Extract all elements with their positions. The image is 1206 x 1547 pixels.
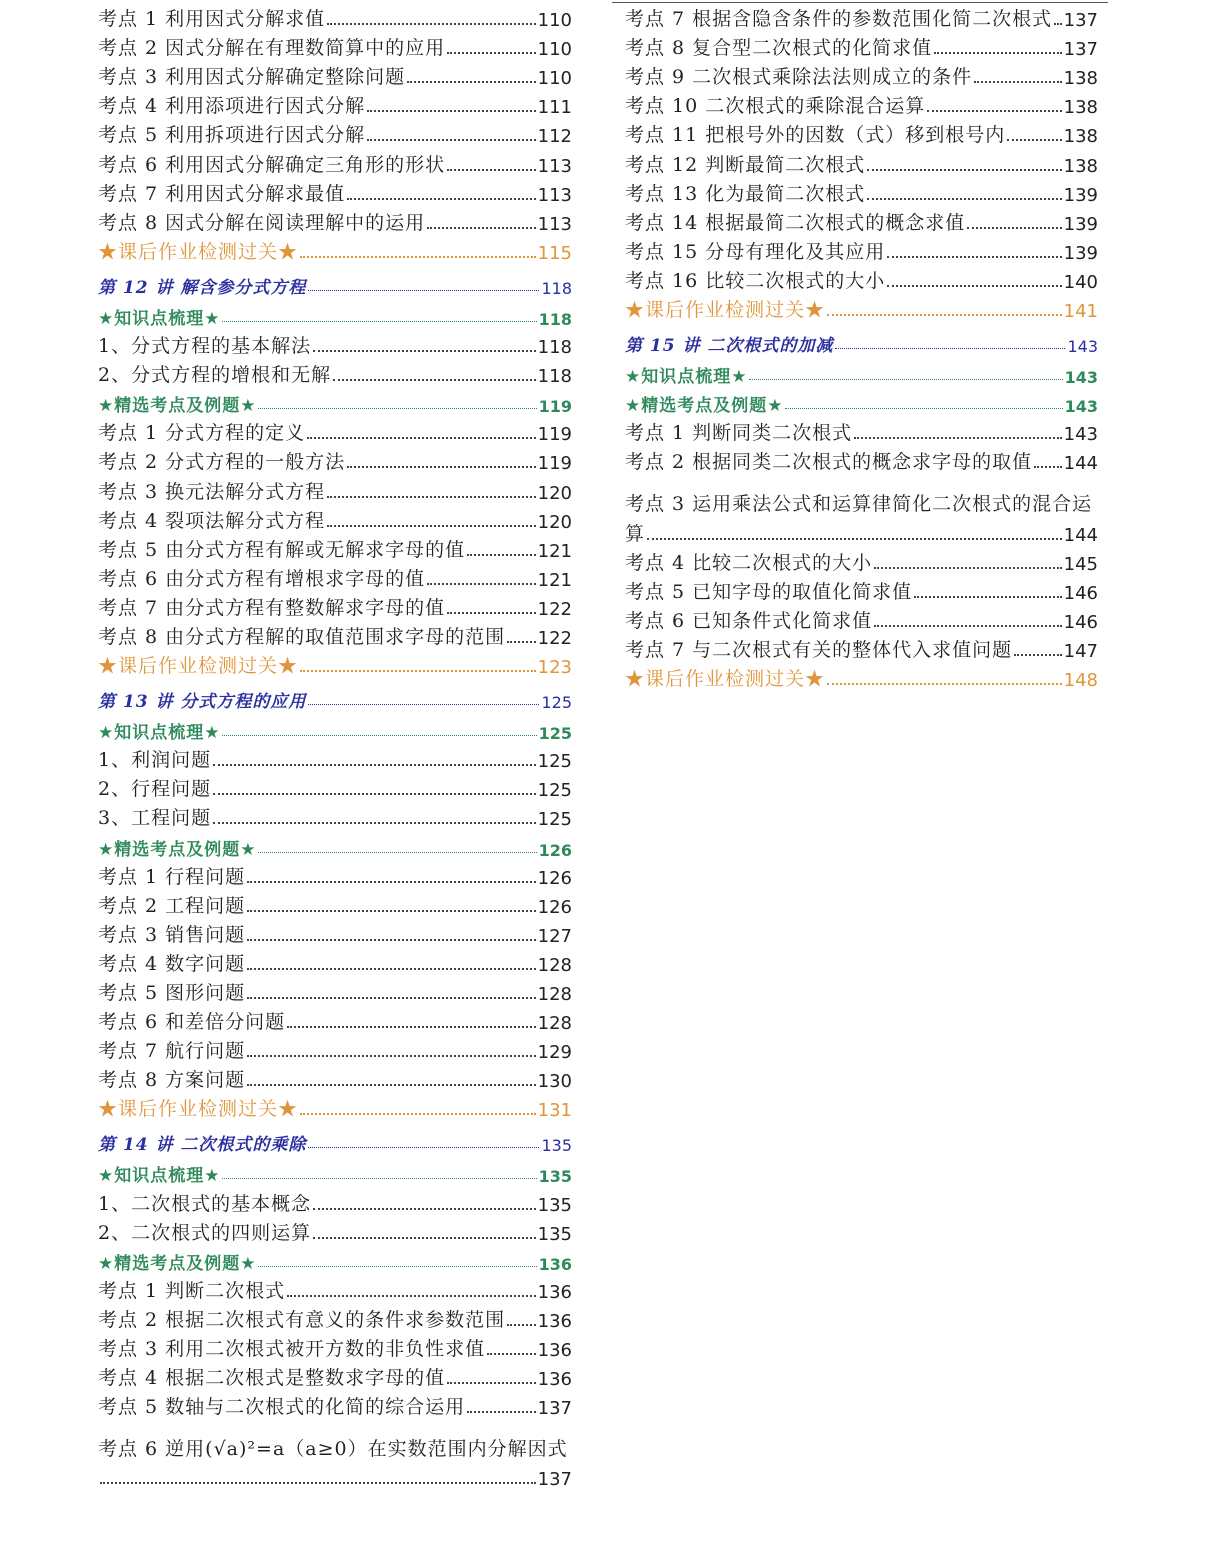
dot-leader [1014, 654, 1061, 656]
toc-entry[interactable] [98, 206, 572, 235]
toc-page-number: 115 [537, 242, 572, 264]
toc-page-number: 112 [537, 126, 572, 148]
toc-page-number: 139 [1063, 184, 1098, 206]
toc-page-number: 135 [537, 1223, 572, 1245]
dot-leader [1007, 139, 1061, 141]
toc-entry-title: 考点 7 根据含隐含条件的参数范围化简二次根式 [625, 8, 1053, 31]
toc-entry-title: 考点 2 因式分解在有理数简算中的应用 [98, 37, 446, 60]
toc-page-number: 147 [1063, 640, 1098, 662]
dot-leader [247, 910, 535, 912]
dot-leader [467, 1411, 535, 1413]
toc-page-number: 121 [537, 540, 572, 562]
toc-page-number: 121 [537, 569, 572, 591]
toc-page-number: 135 [538, 1167, 572, 1187]
toc-page-number: 129 [537, 1042, 572, 1064]
toc-entry[interactable] [625, 546, 1098, 575]
toc-page-number: 137 [537, 1398, 572, 1420]
toc-entry[interactable] [98, 31, 572, 60]
toc-entry-title: ★课后作业检测过关★ [98, 655, 299, 678]
toc-page-number: 143 [1063, 424, 1098, 446]
toc-entry[interactable] [98, 889, 572, 918]
dot-leader [213, 822, 536, 824]
dot-leader [447, 612, 535, 614]
toc-page-number: 128 [537, 1013, 572, 1035]
toc-entry[interactable] [98, 1186, 572, 1215]
toc-entry-title: 考点 2 根据同类二次根式的概念求字母的取值 [625, 451, 1033, 474]
toc-entry[interactable] [98, 947, 572, 976]
dot-leader [300, 256, 536, 258]
toc-entry[interactable] [98, 1034, 572, 1063]
toc-entry-title: 考点 4 裂项法解分式方程 [98, 509, 326, 532]
toc-page-number: 126 [537, 867, 572, 889]
toc-page-number: 136 [537, 1310, 572, 1332]
toc-entry-title: 考点 2 分式方程的一般方法 [98, 451, 346, 474]
toc-page-number: 139 [1063, 242, 1098, 264]
dot-leader [308, 290, 539, 291]
toc-entry-title: 考点 4 利用添项进行因式分解 [98, 95, 366, 118]
toc-entry-title: ★课后作业检测过关★ [98, 240, 299, 263]
toc-page-number: 111 [537, 97, 572, 119]
dot-leader [507, 641, 535, 643]
toc-page-number: 120 [537, 511, 572, 533]
toc-page-number: 120 [537, 482, 572, 504]
toc-entry-title: 考点 8 由分式方程解的取值范围求字母的范围 [98, 625, 506, 648]
toc-page-number: 135 [541, 1136, 572, 1156]
toc-page-number: 110 [537, 39, 572, 61]
toc-entry[interactable] [98, 177, 572, 206]
toc-entry-title: ★知识点梳理★ [98, 723, 221, 744]
dot-leader [247, 881, 535, 883]
dot-leader [835, 348, 1065, 349]
toc-entry-title: 考点 12 判断最简二次根式 [625, 153, 866, 176]
dot-leader [213, 764, 536, 766]
toc-entry[interactable] [625, 604, 1098, 633]
toc-entry-title: 1、分式方程的基本解法 [98, 335, 312, 358]
toc-page-number: 144 [1063, 524, 1098, 546]
dot-leader [647, 538, 1062, 540]
dot-leader [247, 1084, 535, 1086]
toc-entry-title: 考点 5 图形问题 [98, 982, 246, 1004]
toc-entry-title: 考点 6 已知条件式化简求值 [625, 609, 873, 632]
toc-page-number: 122 [537, 627, 572, 649]
toc-lecture-heading[interactable] [98, 264, 572, 300]
toc-page-number: 130 [537, 1071, 572, 1093]
toc-page-number: 123 [537, 657, 572, 679]
toc-page-number: 110 [537, 68, 572, 90]
toc-entry-title: 考点 3 销售问题 [98, 923, 246, 946]
toc-page-number: 143 [1064, 397, 1098, 417]
dot-leader [914, 596, 1061, 598]
dot-leader [427, 227, 535, 229]
toc-entry[interactable] [98, 1390, 572, 1419]
toc-entry-title: ★精选考点及例题★ [98, 839, 257, 860]
toc-section-heading[interactable] [98, 714, 572, 743]
toc-entry[interactable] [625, 416, 1098, 445]
toc-section-heading[interactable] [98, 300, 572, 329]
dot-leader [308, 704, 539, 705]
toc-entry-title: 1、二次根式的基本概念 [98, 1192, 312, 1215]
toc-entry[interactable] [98, 801, 572, 830]
dot-leader [313, 1237, 536, 1239]
toc-entry-title: 考点 5 利用拆项进行因式分解 [98, 124, 366, 147]
toc-entry-title: 考点 1 利用因式分解求值 [98, 8, 326, 31]
toc-entry[interactable] [98, 1332, 572, 1361]
toc-entry-title: 考点 11 把根号外的因数（式）移到根号内 [625, 124, 1006, 147]
dot-leader [427, 583, 535, 585]
toc-entry-title: 第 15 讲 二次根式的加减 [625, 336, 834, 357]
toc-entry[interactable] [98, 1063, 572, 1092]
toc-section-heading[interactable] [98, 387, 572, 416]
toc-entry[interactable] [98, 918, 572, 947]
toc-page-number: 110 [537, 10, 572, 32]
toc-entry-title: 算 [625, 522, 646, 545]
toc-entry[interactable] [625, 31, 1098, 60]
toc-entry[interactable] [625, 575, 1098, 604]
toc-entry[interactable] [98, 743, 572, 772]
toc-entry[interactable] [625, 89, 1098, 118]
dot-leader [258, 1266, 536, 1267]
toc-lecture-heading[interactable] [98, 678, 572, 714]
toc-entry-title: 考点 6 和差倍分问题 [98, 1011, 286, 1034]
toc-page-number: 136 [537, 1369, 572, 1391]
toc-page-number: 138 [1063, 68, 1098, 90]
dot-leader [313, 1208, 536, 1210]
dot-leader [887, 256, 1061, 258]
toc-page-number: 122 [537, 598, 572, 620]
toc-entry-title: 考点 6 利用因式分解确定三角形的形状 [98, 153, 446, 176]
dot-leader [447, 1382, 535, 1384]
toc-entry-title: 3、工程问题 [98, 807, 212, 830]
dot-leader [1034, 466, 1061, 468]
toc-entry-title: 考点 5 由分式方程有解或无解求字母的值 [98, 538, 466, 561]
toc-page-number: 136 [537, 1281, 572, 1303]
toc-page-number: 125 [537, 780, 572, 802]
toc-entry-title: ★精选考点及例题★ [625, 396, 784, 417]
toc-entry-title: 考点 4 根据二次根式是整数求字母的值 [98, 1367, 446, 1390]
toc-entry-title: 考点 7 与二次根式有关的整体代入求值问题 [625, 638, 1013, 661]
dot-leader [327, 496, 535, 498]
toc-page-number: 113 [537, 213, 572, 235]
toc-page-number: 137 [537, 1469, 572, 1491]
toc-entry[interactable] [98, 474, 572, 503]
toc-homework-entry[interactable] [625, 662, 1098, 691]
toc-entry-title: 考点 3 换元法解分式方程 [98, 480, 326, 503]
toc-page-number: 126 [537, 896, 572, 918]
toc-entry[interactable] [98, 1216, 572, 1245]
toc-page-number: 118 [537, 366, 572, 388]
toc-entry[interactable] [98, 1274, 572, 1303]
toc-entry[interactable] [98, 147, 572, 176]
dot-leader [487, 1353, 535, 1355]
dot-leader [927, 110, 1061, 112]
dot-leader [287, 1295, 535, 1297]
dot-leader [100, 1482, 536, 1484]
toc-entry-title: 考点 1 判断二次根式 [98, 1279, 286, 1302]
toc-entry-title: ★知识点梳理★ [98, 1166, 221, 1187]
toc-entry-title: 考点 10 二次根式的乘除混合运算 [625, 95, 926, 118]
dot-leader [300, 670, 536, 672]
dot-leader [333, 379, 536, 381]
toc-entry[interactable] [98, 2, 572, 31]
dot-leader [447, 52, 535, 54]
dot-leader [827, 314, 1062, 316]
toc-entry[interactable] [625, 445, 1098, 474]
dot-leader [934, 52, 1061, 54]
dot-leader [213, 793, 536, 795]
toc-page-number: 128 [537, 954, 572, 976]
toc-entry[interactable] [98, 445, 572, 474]
dot-leader [327, 23, 535, 25]
toc-entry-title: 考点 8 复合型二次根式的化简求值 [625, 37, 933, 60]
toc-page-number: 128 [537, 984, 572, 1005]
toc-entry-title: 考点 15 分母有理化及其应用 [625, 240, 886, 263]
toc-page-number: 118 [538, 309, 572, 329]
dot-leader [1054, 23, 1061, 25]
toc-section-heading[interactable] [625, 358, 1098, 387]
dot-leader [367, 139, 535, 141]
toc-page-number: 138 [1063, 126, 1098, 148]
toc-entry-title: 第 12 讲 解含参分式方程 [98, 277, 307, 298]
dot-leader [854, 437, 1061, 439]
toc-page-number: 136 [537, 1340, 572, 1362]
toc-entry[interactable] [625, 474, 1098, 516]
toc-entry-title: 考点 7 利用因式分解求最值 [98, 182, 346, 205]
toc-section-heading[interactable] [98, 830, 572, 859]
toc-entry-title: 2、分式方程的增根和无解 [98, 364, 332, 387]
toc-entry[interactable] [625, 60, 1098, 89]
dot-leader [247, 997, 535, 999]
dot-leader [247, 939, 535, 941]
toc-section-heading[interactable] [98, 1245, 572, 1274]
toc-entry[interactable] [98, 533, 572, 562]
dot-leader [287, 1026, 535, 1028]
dot-leader [827, 683, 1062, 685]
dot-leader [247, 1055, 535, 1057]
dot-leader [867, 169, 1061, 171]
toc-page-number: 118 [537, 337, 572, 359]
toc-entry-title: ★精选考点及例题★ [98, 396, 257, 417]
dot-leader [300, 1113, 536, 1115]
toc-page-number: 143 [1064, 368, 1098, 388]
toc-page-number: 143 [1067, 337, 1098, 357]
toc-page-number: 137 [1063, 10, 1098, 32]
toc-entry[interactable] [98, 1361, 572, 1390]
toc-entry[interactable] [625, 633, 1098, 662]
toc-entry-title: 考点 4 数字问题 [98, 952, 246, 975]
toc-page-number: 138 [1063, 155, 1098, 177]
toc-page-number: 126 [538, 840, 572, 860]
dot-leader [867, 198, 1061, 200]
toc-page-number: 146 [1063, 611, 1098, 633]
toc-entry[interactable] [98, 591, 572, 620]
toc-lecture-heading[interactable] [98, 1121, 572, 1157]
toc-entry[interactable] [625, 147, 1098, 176]
toc-entry-title: 考点 6 逆用(√a)²=a（a≥0）在实数范围内分解因式 [98, 1438, 568, 1461]
toc-entry[interactable] [98, 1005, 572, 1034]
toc-homework-entry[interactable] [98, 649, 572, 678]
toc-page-number: 137 [1063, 39, 1098, 61]
toc-entry-title: 考点 8 因式分解在阅读理解中的运用 [98, 211, 426, 234]
toc-entry-title: 考点 2 工程问题 [98, 894, 246, 917]
toc-page-number: 138 [1063, 97, 1098, 119]
toc-entry[interactable] [98, 329, 572, 358]
dot-leader [313, 350, 536, 352]
toc-entry[interactable] [98, 416, 572, 445]
toc-entry[interactable] [625, 516, 1098, 545]
toc-page-number: 113 [537, 184, 572, 206]
toc-page-number: 148 [1063, 669, 1098, 691]
toc-page-number: 113 [537, 155, 572, 177]
toc-entry[interactable] [98, 358, 572, 387]
toc-entry[interactable] [625, 2, 1098, 31]
toc-entry-title: 考点 3 利用二次根式被开方数的非负性求值 [98, 1338, 486, 1361]
toc-entry[interactable] [98, 1419, 572, 1461]
toc-entry-title: 2、行程问题 [98, 778, 212, 801]
toc-entry-title: 考点 14 根据最简二次根式的概念求值 [625, 211, 966, 234]
toc-homework-entry[interactable] [98, 1092, 572, 1121]
dot-leader [874, 567, 1061, 569]
dot-leader [749, 379, 1062, 380]
dot-leader [222, 735, 536, 736]
toc-entry-title: 第 14 讲 二次根式的乘除 [98, 1135, 307, 1156]
dot-leader [247, 968, 535, 970]
toc-entry-title: 考点 1 行程问题 [98, 865, 246, 888]
dot-leader [887, 285, 1061, 287]
toc-page-number: 141 [1063, 301, 1098, 323]
toc-right-column [625, 2, 1098, 691]
toc-entry-title: 考点 8 方案问题 [98, 1069, 246, 1092]
toc-entry-title: 考点 16 比较二次根式的大小 [625, 269, 886, 292]
toc-entry-title: 考点 4 比较二次根式的大小 [625, 551, 873, 574]
dot-leader [447, 169, 535, 171]
toc-entry[interactable] [98, 89, 572, 118]
toc-page-number: 125 [541, 693, 572, 713]
dot-leader [974, 81, 1061, 83]
toc-entry-title: 考点 6 由分式方程有增根求字母的值 [98, 567, 426, 590]
dot-leader [258, 408, 536, 409]
toc-entry-title: 考点 9 二次根式乘除法法则成立的条件 [625, 66, 973, 89]
toc-entry-title: ★知识点梳理★ [98, 308, 221, 329]
toc-entry-title: ★课后作业检测过关★ [625, 299, 826, 322]
toc-entry[interactable] [98, 860, 572, 889]
toc-page-number: 127 [537, 925, 572, 947]
dot-leader [258, 852, 536, 853]
toc-page-number: 125 [537, 751, 572, 773]
toc-page-number: 125 [538, 724, 572, 744]
dot-leader [307, 437, 535, 439]
toc-page-number: 119 [538, 397, 572, 417]
toc-entry[interactable] [625, 206, 1098, 235]
toc-entry-title: ★课后作业检测过关★ [625, 667, 826, 690]
dot-leader [367, 110, 535, 112]
toc-entry-title: 考点 1 判断同类二次根式 [625, 422, 853, 445]
toc-page-number: 131 [537, 1100, 572, 1122]
toc-entry-title: 考点 5 数轴与二次根式的化简的综合运用 [98, 1396, 466, 1419]
toc-entry[interactable] [625, 235, 1098, 264]
toc-entry-title: 考点 5 已知字母的取值化简求值 [625, 580, 913, 603]
dot-leader [327, 525, 535, 527]
toc-entry-title: 考点 7 航行问题 [98, 1040, 246, 1063]
toc-left-column [98, 2, 572, 1490]
toc-entry[interactable] [98, 1303, 572, 1332]
toc-page-number: 125 [537, 809, 572, 831]
toc-page-number: 135 [537, 1194, 572, 1216]
dot-leader [407, 81, 535, 83]
dot-leader [507, 1324, 535, 1326]
toc-page-number: 146 [1063, 582, 1098, 604]
toc-homework-entry[interactable] [98, 235, 572, 264]
toc-entry-title: 考点 1 分式方程的定义 [98, 422, 306, 445]
toc-entry[interactable] [98, 118, 572, 147]
dot-leader [467, 554, 535, 556]
dot-leader [967, 227, 1061, 229]
toc-entry[interactable] [98, 772, 572, 801]
toc-entry-title: 1、利润问题 [98, 749, 212, 772]
toc-entry[interactable] [98, 60, 572, 89]
dot-leader [347, 198, 535, 200]
dot-leader [874, 625, 1061, 627]
toc-page-number: 140 [1063, 271, 1098, 293]
toc-entry[interactable] [98, 562, 572, 591]
toc-entry-title: 考点 3 运用乘法公式和运算律简化二次根式的混合运 [625, 493, 1093, 516]
toc-entry[interactable] [98, 976, 572, 1005]
toc-page-number: 145 [1063, 553, 1098, 575]
toc-entry-title: ★课后作业检测过关★ [98, 1098, 299, 1121]
toc-entry-title: 2、二次根式的四则运算 [98, 1221, 312, 1244]
toc-section-heading[interactable] [98, 1157, 572, 1186]
toc-entry-title: ★精选考点及例题★ [98, 1253, 257, 1274]
dot-leader [785, 408, 1062, 409]
dot-leader [222, 1178, 536, 1179]
toc-entry-title: 考点 3 利用因式分解确定整除问题 [98, 66, 406, 89]
toc-section-heading[interactable] [625, 387, 1098, 416]
toc-page-number: 118 [541, 278, 572, 298]
toc-page-number: 136 [538, 1254, 572, 1274]
toc-lecture-heading[interactable] [625, 322, 1098, 358]
toc-entry-title: 考点 13 化为最简二次根式 [625, 182, 866, 205]
toc-entry[interactable] [625, 118, 1098, 147]
toc-entry[interactable] [98, 1461, 572, 1490]
toc-homework-entry[interactable] [625, 293, 1098, 322]
toc-page-number: 139 [1063, 213, 1098, 235]
toc-page-number: 144 [1063, 453, 1098, 475]
toc-page-number: 119 [537, 424, 572, 446]
dot-leader [222, 321, 536, 322]
toc-entry[interactable] [625, 177, 1098, 206]
toc-entry[interactable] [98, 620, 572, 649]
toc-entry[interactable] [98, 504, 572, 533]
dot-leader [347, 466, 535, 468]
toc-entry[interactable] [625, 264, 1098, 293]
dot-leader [308, 1147, 539, 1148]
toc-entry-title: ★知识点梳理★ [625, 367, 748, 388]
toc-entry-title: 考点 2 根据二次根式有意义的条件求参数范围 [98, 1308, 506, 1331]
toc-entry-title: 考点 7 由分式方程有整数解求字母的值 [98, 596, 446, 619]
toc-page-number: 119 [537, 453, 572, 475]
toc-entry-title: 第 13 讲 分式方程的应用 [98, 692, 307, 713]
